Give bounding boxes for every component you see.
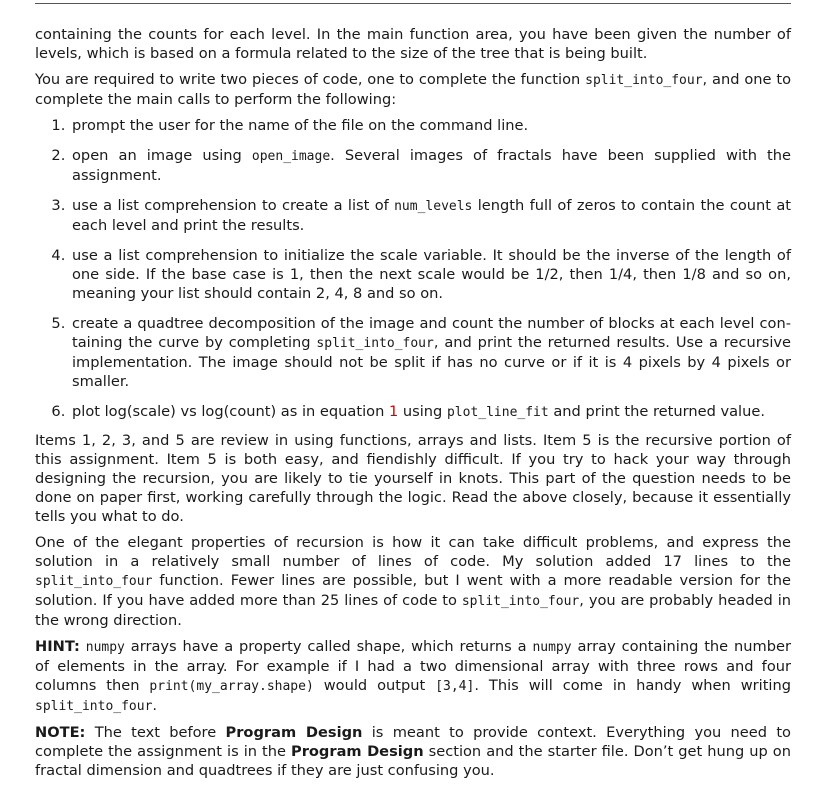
- task-list: [35, 116, 791, 422]
- hint-text-d: . This will come in handy when writing: [474, 677, 791, 694]
- hint-label: HINT:: [35, 638, 80, 655]
- step-6-code: plot_line_fit: [446, 405, 549, 420]
- step-5-text-b: , and print the returned results. Use a recursive implementation. The image should not be split if has no curve or if it is 4 pixels by 4 pixels or smaller.: [72, 334, 791, 390]
- hint-code-2: numpy: [532, 640, 572, 655]
- equation-reference-link[interactable]: 1: [388, 403, 399, 420]
- hint-text-b: array containing the number of elements in the array. For example if I had a two dimensional array with three rows and four columns then: [35, 638, 791, 694]
- review-paragraph: Items 1, 2, 3, and 5 are review in using functions, arrays and lists. Item 5 is the recursive portion of this assignment. Item 5 is both easy, and fiendishly difficult. If you try to hack your way through designing the recursion, you are likely to tie yourself in knots. This part of the question needs to be done on paper first, working carefully through the logic. Read the above closely, because it essentially tells you what to do.: [35, 432, 791, 525]
- elegant-code-1: split_into_four: [35, 574, 153, 589]
- step-4-text: use a list comprehension to initialize the scale variable. It should be the inverse of the length of one side. If the base case is 1, then the next scale would be 1/2, then 1/4, then 1/8 and so on, meaning your list should contain 2, 4, 8 and so on.: [72, 247, 791, 302]
- note-label: NOTE:: [35, 724, 86, 741]
- hint-text-e: .: [152, 697, 158, 714]
- step-3-text-a: use a list comprehension to create a list of: [72, 197, 395, 214]
- note-text-a: The text before: [85, 724, 226, 741]
- step-2-text-b: . Several images of fractals have been supplied with the assignment.: [72, 147, 792, 184]
- hint-text-c: would output: [313, 677, 436, 694]
- list-item: [70, 116, 791, 135]
- note-bold-2: Program Design: [291, 743, 424, 760]
- elegant-text-b: function. Fewer lines are possible, but I went with a more readable version for the solution. If you have added more than 25 lines of code to: [35, 572, 791, 609]
- hint-code-3: print(my_array.shape): [149, 679, 314, 694]
- requirements-text-b: , and one to complete the main calls to perform the following:: [35, 71, 791, 108]
- step-5-code: split_into_four: [316, 336, 434, 351]
- hint-code-1: numpy: [85, 640, 125, 655]
- list-item: [70, 314, 791, 391]
- requirements-paragraph: [35, 70, 791, 109]
- step-2-text-a: open an image using: [72, 147, 252, 164]
- list-item: [70, 196, 791, 235]
- step-3-code: num_levels: [394, 199, 473, 214]
- note-text-c: section and the starter file. Don’t get hung up on fractal dimension and quadtrees if they are just confusing you.: [35, 743, 791, 779]
- intro-paragraph: containing the counts for each level. In the main function area, you have been given the number of levels, which is based on a formula related to the size of the tree that is being built.: [35, 26, 791, 62]
- list-item: [70, 246, 791, 303]
- step-3-text-b: length full of zeros to contain the count at each level and print the results.: [72, 197, 791, 234]
- step-2-code: open_image: [251, 149, 331, 164]
- step-6-text-b: using: [398, 403, 447, 420]
- note-bold-1: Program Design: [225, 724, 363, 741]
- document-body: [35, 25, 791, 787]
- requirements-text-a: You are required to write two pieces of code, one to complete the function: [35, 71, 586, 88]
- top-rule: [35, 3, 791, 4]
- hint-code-5: split_into_four: [35, 699, 153, 714]
- elegant-text-a: One of the elegant properties of recursion is how it can take difficult problems, and express the solution in a relatively small number of lines of code. My solution added 17 lines to the: [35, 534, 791, 570]
- step-5-text-a: create a quadtree decomposition of the image and count the number of blocks at each level containing the curve by completing: [72, 315, 791, 351]
- list-item: [70, 146, 791, 185]
- hint-text-a: arrays have a property called shape, which returns a: [124, 638, 533, 655]
- hint-code-4: [3,4]: [435, 679, 475, 694]
- step-6-text-a: plot log(scale) vs log(count) as in equation: [72, 403, 389, 420]
- note-text-b: is meant to provide context. Everything you need to complete the assignment is in the: [35, 724, 791, 760]
- step-1-text: prompt the user for the name of the file on the command line.: [72, 117, 529, 134]
- function-name-code: split_into_four: [585, 73, 703, 88]
- elegant-paragraph: [35, 533, 791, 630]
- hint-paragraph: [35, 637, 791, 716]
- elegant-text-c: , you are probably headed in the wrong direction.: [35, 592, 792, 629]
- list-item: [70, 402, 791, 422]
- step-6-text-c: and print the returned value.: [548, 403, 765, 420]
- note-paragraph: [35, 723, 791, 780]
- elegant-code-2: split_into_four: [461, 594, 580, 609]
